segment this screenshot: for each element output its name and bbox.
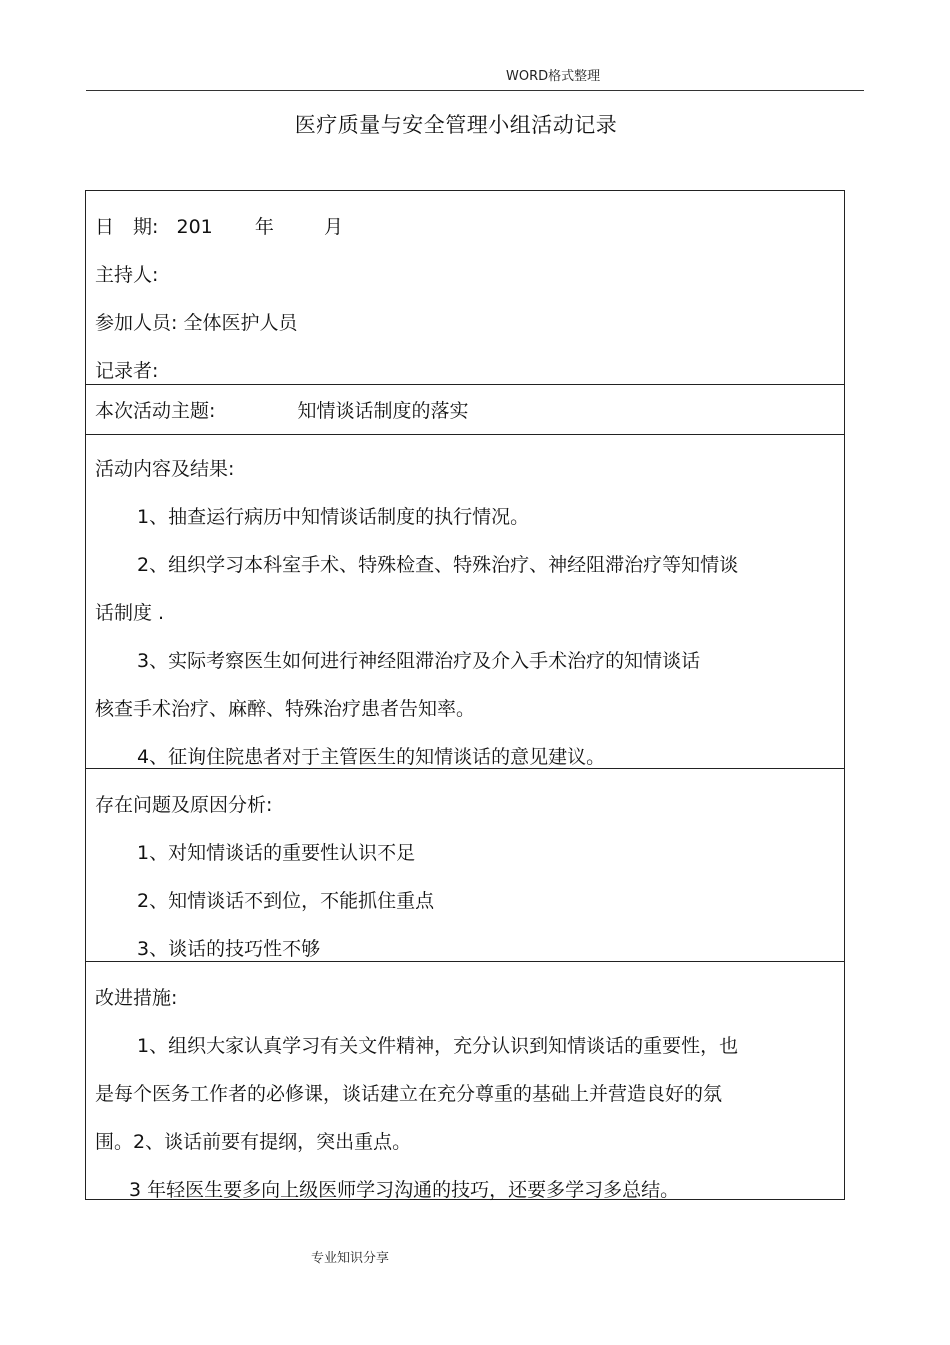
page-footer: 专业知识分享	[311, 1251, 390, 1266]
problem-line: 3、谈话的技巧性不够	[137, 938, 321, 960]
content-line: 核查手术治疗、麻醉、特殊治疗患者告知率。	[95, 698, 476, 720]
measures-heading: 改进措施:	[95, 987, 178, 1009]
measures-section	[86, 961, 844, 1199]
date-month-unit: 月	[323, 216, 343, 238]
page-header	[0, 68, 950, 92]
info-section	[86, 191, 844, 384]
content-line: 3、实际考察医生如何进行神经阻滞治疗及介入手术治疗的知情谈话	[137, 650, 701, 672]
recorder-label: 记录者:	[95, 360, 159, 382]
content-line: 2、组织学习本科室手术、特殊检查、特殊治疗、神经阻滞治疗等知情谈	[137, 554, 739, 576]
participants-row	[95, 299, 835, 347]
host-row	[95, 251, 835, 299]
host-label: 主持人:	[95, 264, 159, 286]
date-label: 日 期:	[95, 216, 159, 238]
date-row	[95, 203, 835, 251]
participants-value: 全体医护人员	[183, 312, 298, 334]
header-rule	[86, 90, 864, 91]
content-line: 话制度 .	[95, 602, 165, 624]
record-table	[85, 190, 845, 1200]
theme-value: 知情谈话制度的落实	[297, 400, 469, 422]
content-heading: 活动内容及结果:	[95, 458, 235, 480]
measure-line: 是每个医务工作者的必修课，谈话建立在充分尊重的基础上并营造良好的氛	[95, 1083, 723, 1105]
document-title: 医疗质量与安全管理小组活动记录	[294, 113, 618, 137]
problem-line: 1、对知情谈话的重要性认识不足	[137, 842, 416, 864]
content-line: 4、征询住院患者对于主管医生的知情谈话的意见建议。	[137, 746, 606, 768]
date-year-unit: 年	[254, 216, 274, 238]
content-line: 1、抽查运行病历中知情谈话制度的执行情况。	[137, 506, 530, 528]
measure-line: 围。2、谈话前要有提纲，突出重点。	[95, 1131, 412, 1153]
participants-label: 参加人员:	[95, 312, 178, 334]
measure-line: 3 年轻医生要多向上级医师学习沟通的技巧，还要多学习多总结。	[129, 1179, 680, 1201]
problems-heading: 存在问题及原因分析:	[95, 794, 273, 816]
date-year: 201	[176, 216, 213, 238]
theme-section	[86, 384, 844, 434]
problem-line: 2、知情谈话不到位，不能抓住重点	[137, 890, 435, 912]
theme-row	[95, 395, 835, 427]
problems-section	[86, 768, 844, 961]
header-text: WORD格式整理	[506, 69, 601, 84]
measure-line: 1、组织大家认真学习有关文件精神，充分认识到知情谈话的重要性，也	[137, 1035, 739, 1057]
content-section	[86, 434, 844, 768]
theme-label: 本次活动主题:	[95, 400, 216, 422]
